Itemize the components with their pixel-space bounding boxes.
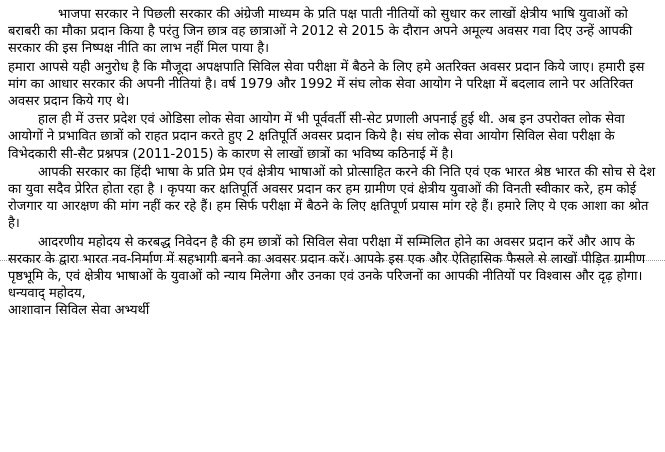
paragraph-1: भाजपा सरकार ने पिछली सरकार की अंग्रेजी माध्यम के प्रति पक्ष पाती नीतियों को सुधार कर लाखों क्षेत्रीय भाषि युवाओं को बराबरी का मौका प्रदान किया है परंतु जिन छात्र वह छात्राओं ने 2012 से 2015 के दौरान अपने अमूल्य अवसर गवा दिए उन्हें आपकी सरकार की इस निष्पक्ष नीति का लाभ नहीं मिल पाया है। [8,7,633,57]
signature: आशावान सिविल सेवा अभ्यर्थी [8,303,150,319]
closing-salutation: धन्यवाद् महोदय, [8,286,86,302]
paragraph-3: हाल ही में उत्तर प्रदेश एवं ओडिसा लोक सेवा आयोग में भी पूर्ववर्ती सी-सेट प्रणाली अपनाई हुई थी. अब इन उपरोक्त लोक सेवा आयोगों ने प्रभावित छात्रों को राहत प्रदान करते हुए 2 क्षतिपूर्ति अवसर प्रदान किये है। संघ लोक सेवा आयोग सिविल सेवा परीक्षा के विभेदकारी सी-सैट प्रश्नपत्र (2011-2015) के कारण से लाखों छात्रों का भविष्य कठिनाई में है। [8,112,625,162]
letter-body [8,6,660,320]
paragraph-2: हमारा आपसे यही अनुरोध है कि मौजूदा अपक्षपाति सिविल सेवा परीक्षा में बैठने के लिए हमे अतरिक्त अवसर प्रदान किये जाए। हमारी इस मांग का आधार सरकार की अपनी नीतियां है। वर्ष 1979 और 1992 में संघ लोक सेवा आयोग ने परिक्षा में बदलाव लाने पर अतिरिक्त अवसर प्रदान किये गए थे। [8,59,645,110]
paragraph-5: आदरणीय महोदय से करबद्ध निवेदन है की हम छात्रों को सिविल सेवा परीक्षा में सम्मिलित होने का अवसर प्रदान करें और आप के सरकार के द्वारा भारत नव-निर्माण में सहभागी बनने का अवसर प्रदान करें। आपके इस एक और ऐतिहासिक फैसले से लाखों पीड़ित ग्रामीण पृष्ठभूमि के, एवं क्षेत्रीय भाषाओं के युवाओं को न्याय मिलेगा और उनका एवं उनके परिजनों का आपकी नीतियों पर विश्वास और दृढ़ होगा। [8,234,646,285]
paragraph-4: आपकी सरकार का हिंदी भाषा के प्रति प्रेम एवं क्षेत्रीय भाषाओं को प्रोत्साहित करने की निति एवं एक भारत श्रेष्ठ भारत की सोच से देश का युवा सदैव प्रेरित होता रहा है । कृपया कर क्षतिपूर्ति अवसर प्रदान कर हम ग्रामीण एवं क्षेत्रीय युवाओं की विनती स्वीकार करे, हम कोई रोजगार या आरक्षण की मांग नहीं कर रहे हैं। हम सिर्फ परीक्षा में बैठने के लिए क्षतिपूर्ण प्रयास मांग रहे हैं। हमारे लिए ये एक आशा का श्रोत है। [8,164,656,232]
